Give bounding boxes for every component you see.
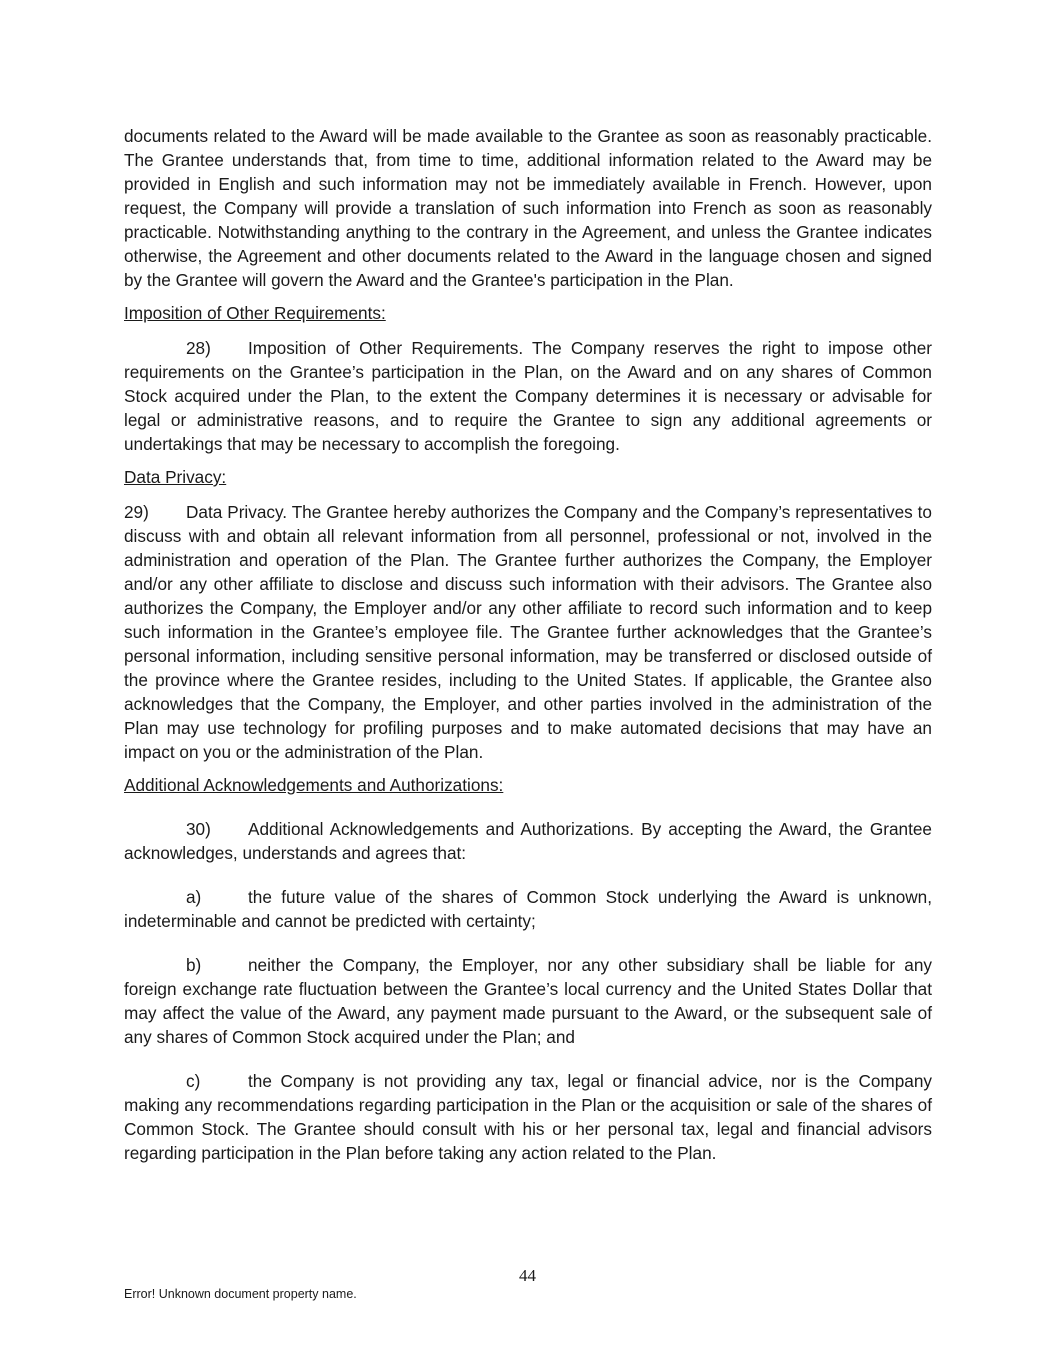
- section-29-text: The Grantee hereby authorizes the Company and the Company’s representatives to discuss with and obtain all relevant information from all personnel, professional or not, involved in the administration and operation of the Plan. The Grantee further authorizes the Company, the Employer and/or any other affiliate to disclose and discuss such information with their advisors. The Grantee also authorizes the Company, the Employer and/or any other affiliate to record such information and to keep such information in the Grantee’s employee file. The Grantee further acknowledges that the Grantee’s personal information, including sensitive personal information, may be transferred or disclosed outside of the province where the Grantee resides, including to the United States. If applicable, the Grantee also acknowledges that the Company, the Employer, and other parties involved in the administration of the Plan may use technology for profiling purposes and to make automated decisions that may have an impact on you or the administration of the Plan.: [124, 502, 932, 762]
- section-28-heading: Imposition of Other Requirements:: [124, 303, 386, 323]
- section-28-paragraph: [124, 336, 932, 456]
- page-number: 44: [519, 1266, 536, 1285]
- list-item-c-text: the Company is not providing any tax, legal or financial advice, nor is the Company making any recommendations regarding participation in the Plan or the acquisition or sale of the shares of Common Stock. The Grantee should consult with his or her personal tax, legal and financial advisors regarding participation in the Plan before taking any action related to the Plan.: [124, 1071, 932, 1163]
- list-item-b-text: neither the Company, the Employer, nor any other subsidiary shall be liable for any foreign exchange rate fluctuation between the Grantee’s local currency and the United States Dollar that may affect the value of the Award, any payment made pursuant to the Award, or the subsequent sale of any shares of Common Stock acquired under the Plan; and: [124, 955, 932, 1047]
- section-30-number: 30): [186, 819, 211, 839]
- section-28-text: The Company reserves the right to impose other requirements on the Grantee’s participation in the Plan, on the Award and on any shares of Common Stock acquired under the Plan, to the extent the Company determines it is necessary or advisable for legal or administrative reasons, and to require the Grantee to sign any additional agreements or undertakings that may be necessary to accomplish the foregoing.: [124, 338, 932, 454]
- section-30-title: Additional Acknowledgements and Authorizations.: [248, 819, 635, 839]
- list-item-a: [124, 885, 932, 933]
- footer-text: Error! Unknown document property name.: [124, 1287, 357, 1301]
- section-30-paragraph: [124, 817, 932, 865]
- document-body: [124, 124, 932, 1165]
- section-28-number: 28): [186, 338, 211, 358]
- list-item-c: [124, 1069, 932, 1165]
- section-29-heading: Data Privacy:: [124, 467, 227, 487]
- section-29-paragraph: [124, 500, 932, 764]
- section-30-heading: Additional Acknowledgements and Authorizations:: [124, 775, 504, 795]
- list-item-b: [124, 953, 932, 1049]
- list-item-b-label: b): [186, 955, 202, 975]
- intro-paragraph: documents related to the Award will be made available to the Grantee as soon as reasonably practicable. The Grantee understands that, from time to time, additional information related to the Award may be provided in English and such information may not be immediately available in French. However, upon request, the Company will provide a translation of such information into French as soon as reasonably practicable. Notwithstanding anything to the contrary in the Agreement, and unless the Grantee indicates otherwise, the Agreement and other documents related to the Award in the language chosen and signed by the Grantee will govern the Award and the Grantee's participation in the Plan.: [124, 126, 932, 290]
- section-28-title: Imposition of Other Requirements.: [248, 338, 524, 358]
- section-30-text: By accepting the Award, the Grantee acknowledges, understands and agrees that:: [124, 819, 932, 863]
- section-29-number: 29): [124, 502, 149, 522]
- section-29-title: Data Privacy.: [186, 502, 288, 522]
- list-item-a-label: a): [186, 887, 202, 907]
- list-item-a-text: the future value of the shares of Common Stock underlying the Award is unknown, indeterminable and cannot be predicted with certainty;: [124, 887, 932, 931]
- list-item-c-label: c): [186, 1071, 201, 1091]
